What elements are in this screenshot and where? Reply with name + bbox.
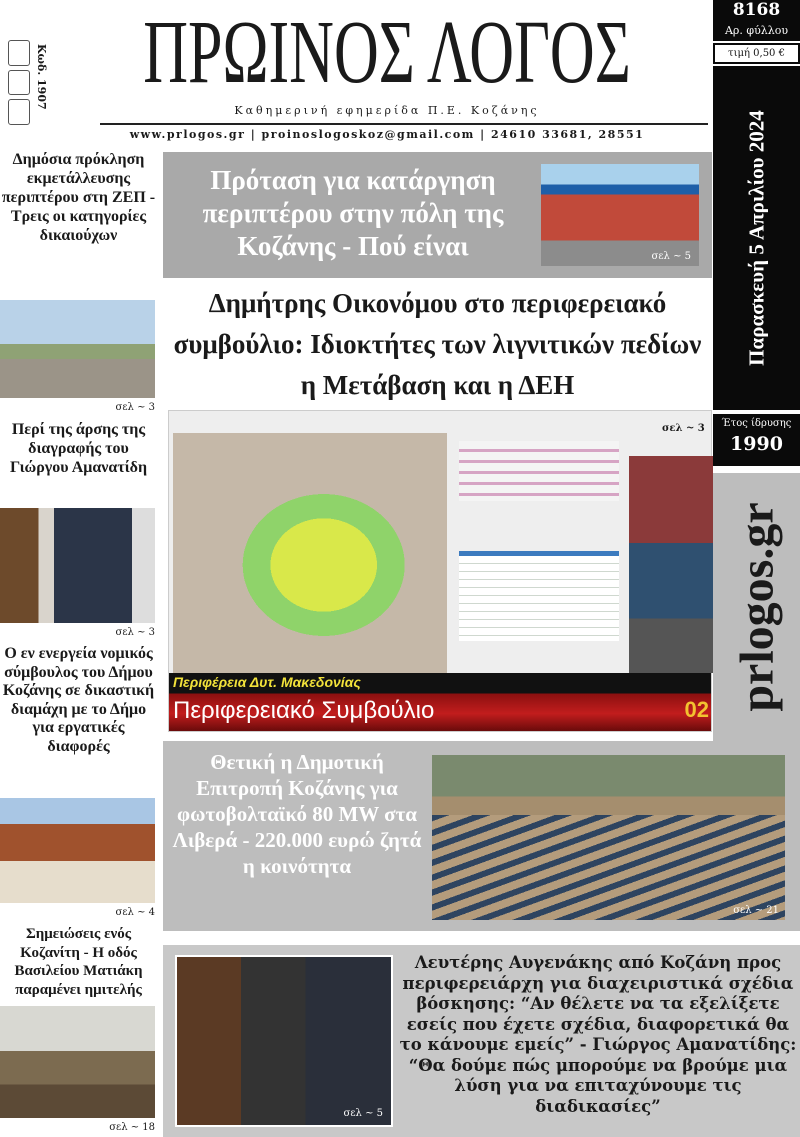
lead-photo [168, 410, 712, 732]
left-story-photo [0, 508, 155, 623]
tv-banner [169, 673, 711, 731]
avgenakis-headline: Λευτέρης Αυγενάκης από Κοζάνη προς περιφερειάρχη για διαχειριστικά σχέδια βόσκησης: “Αν θέλετε να τα εξελίξετε εσείς που έχετε σχέδια, διαφορετικά θα το κάνουμε εμείς” - Γιώργος Αμανατίδης: “Θα δούμε πώς μπορούμε να βρούμε μια λύση για να επιταχύνουμε τις διαδικασίες” [399, 953, 797, 1116]
newspaper-subtitle: Καθημερινή εφημερίδα Π.Ε. Κοζάνης [234, 104, 540, 117]
page-ref: σελ ~ 4 [115, 907, 155, 918]
page-ref: σελ ~ 3 [662, 423, 705, 434]
issue-date: Παρασκευή 5 Απριλίου 2024 [744, 110, 768, 366]
founded-box [713, 414, 800, 466]
kiosk-photo [541, 164, 699, 266]
page-ref: σελ ~ 3 [115, 627, 155, 638]
tv-banner-title: Περιφερειακό Συμβούλιο [173, 697, 435, 724]
page-ref: σελ ~ 5 [651, 251, 691, 262]
page-ref: σελ ~ 5 [343, 1108, 383, 1119]
issue-number: 8168 [713, 0, 800, 21]
page-ref: σελ ~ 3 [115, 402, 155, 413]
left-story-headline[interactable]: Περί της άρσης της διαγραφής του Γιώργου Αμανατίδη [9, 421, 148, 476]
left-story-photo [0, 1006, 155, 1118]
established-code: Κωδ. 1907 [35, 44, 48, 110]
newspaper-title: ΠΡΩΙΝΟΣ ΛΟΓΟΣ [143, 3, 631, 103]
avgenakis-story[interactable] [163, 945, 800, 1137]
avgenakis-photo [175, 955, 393, 1127]
issue-number-label: Αρ. φύλλου [713, 21, 800, 41]
map-image [173, 433, 447, 673]
date-box [713, 66, 800, 410]
price: τιμή 0,50 € [713, 43, 800, 64]
left-story-headline[interactable]: Δημόσια πρόκληση εκμετάλλευσης περιπτέρου στη ΖΕΠ - Τρεις οι κατηγορίες δικαιούχων [1, 151, 156, 244]
kiosk-headline: Πρόταση για κατάργηση περιπτέρου στην πόλη της Κοζάνης - Πού είναι [202, 165, 504, 261]
solar-story[interactable] [163, 741, 800, 931]
speaker-photo [629, 456, 713, 673]
tv-banner-region: Περιφέρεια Δυτ. Μακεδονίας [173, 674, 361, 690]
masthead-divider [100, 123, 708, 125]
page-ref: σελ ~ 21 [733, 905, 779, 916]
founded-year: 1990 [730, 433, 783, 455]
data-table-image [459, 551, 619, 641]
left-story-photo [0, 798, 155, 903]
newspaper-seal-logo [8, 40, 30, 125]
contact-line: www.prlogos.gr | proinoslogoskoz@gmail.com | 24610 33681, 28551 [129, 128, 645, 141]
founded-label: Έτος ίδρυσης [721, 418, 792, 429]
left-story-photo [0, 300, 155, 398]
page-ref: σελ ~ 18 [109, 1122, 155, 1133]
website-label[interactable]: prlogos.gr [730, 502, 783, 712]
map-legend [459, 441, 619, 501]
lead-headline[interactable]: Δημήτρης Οικονόμου στο περιφερειακό συμβούλιο: Ιδιοκτήτες των λιγνιτικών πεδίων η Μετάβαση και η ΔΕΗ [173, 288, 702, 400]
website-box [713, 473, 800, 741]
kiosk-story[interactable] [163, 152, 712, 278]
solar-headline: Θετική η Δημοτική Επιτροπή Κοζάνης για φωτοβολταϊκό 80 MW στα Λιβερά - 220.000 ευρώ ζητά η κοινότητα [172, 750, 422, 878]
left-story-headline[interactable]: Ο εν ενεργεία νομικός σύμβουλος του Δήμου Κοζάνης σε δικαστική διαμάχη με το Δήμο για εργατικές διαφορές [2, 645, 155, 755]
solar-photo [432, 755, 785, 920]
left-story-headline[interactable]: Σημειώσεις ενός Κοζανίτη - Η οδός Βασιλείου Ματιάκη παραμένει ημιτελής [14, 926, 143, 998]
tv-banner-number: 02 [684, 697, 709, 722]
